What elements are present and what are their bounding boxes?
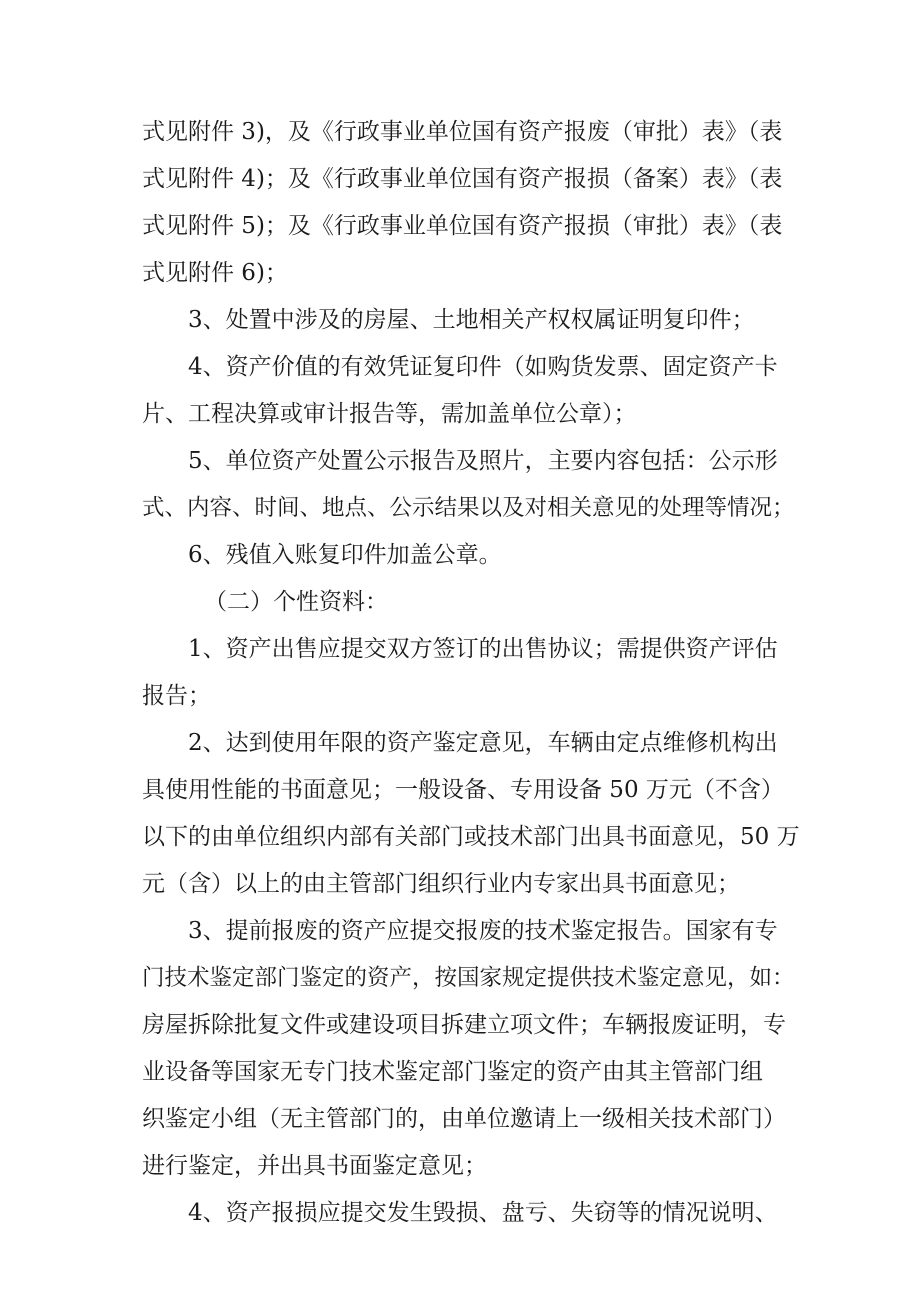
section-heading: （二）个性资料：	[204, 589, 388, 615]
text-line: 具使用性能的书面意见；一般设备、专用设备 50 万元（不含）	[142, 777, 784, 803]
text-line: 式见附件 5)；及《行政事业单位国有资产报损（审批）表》（表	[142, 213, 783, 239]
text-line: 式、内容、时间、地点、公示结果以及对相关意见的处理等情况；	[142, 495, 795, 521]
text-line: 4、资产报损应提交发生毁损、盘亏、失窃等的情况说明、	[188, 1200, 778, 1226]
text-line: 5、单位资产处置公示报告及照片，主要内容包括：公示形	[188, 448, 778, 474]
text-line: 式见附件 4)；及《行政事业单位国有资产报损（备案）表》（表	[142, 166, 783, 192]
text-line: 进行鉴定，并出具书面鉴定意见；	[142, 1153, 487, 1179]
text-line: 报告；	[142, 683, 211, 709]
text-line: 房屋拆除批复文件或建设项目拆建立项文件；车辆报废证明，专	[142, 1012, 786, 1038]
text-line: 式见附件 6)；	[142, 260, 288, 286]
text-line: 片、工程决算或审计报告等，需加盖单位公章）；	[142, 401, 637, 427]
text-line: 4、资产价值的有效凭证复印件（如购货发票、固定资产卡	[188, 354, 778, 380]
text-line: 3、处置中涉及的房屋、土地相关产权权属证明复印件；	[188, 307, 755, 333]
text-line: 3、提前报废的资产应提交报废的技术鉴定报告。国家有专	[188, 918, 778, 944]
text-line: 1、资产出售应提交双方签订的出售协议；需提供资产评估	[188, 636, 778, 662]
text-line: 6、残值入账复印件加盖公章。	[188, 542, 502, 568]
text-line: 2、达到使用年限的资产鉴定意见，车辆由定点维修机构出	[188, 730, 778, 756]
text-line: 式见附件 3)，及《行政事业单位国有资产报废（审批）表》（表	[142, 119, 783, 145]
text-line: 以下的由单位组织内部有关部门或技术部门出具书面意见，50 万	[142, 824, 800, 850]
text-line: 门技术鉴定部门鉴定的资产，按国家规定提供技术鉴定意见，如：	[142, 965, 795, 991]
text-line: 业设备等国家无专门技术鉴定部门鉴定的资产由其主管部门组	[142, 1059, 763, 1085]
text-line: 元（含）以上的由主管部门组织行业内专家出具书面意见；	[142, 871, 740, 897]
text-line: 织鉴定小组（无主管部门的，由单位邀请上一级相关技术部门）	[142, 1106, 786, 1132]
